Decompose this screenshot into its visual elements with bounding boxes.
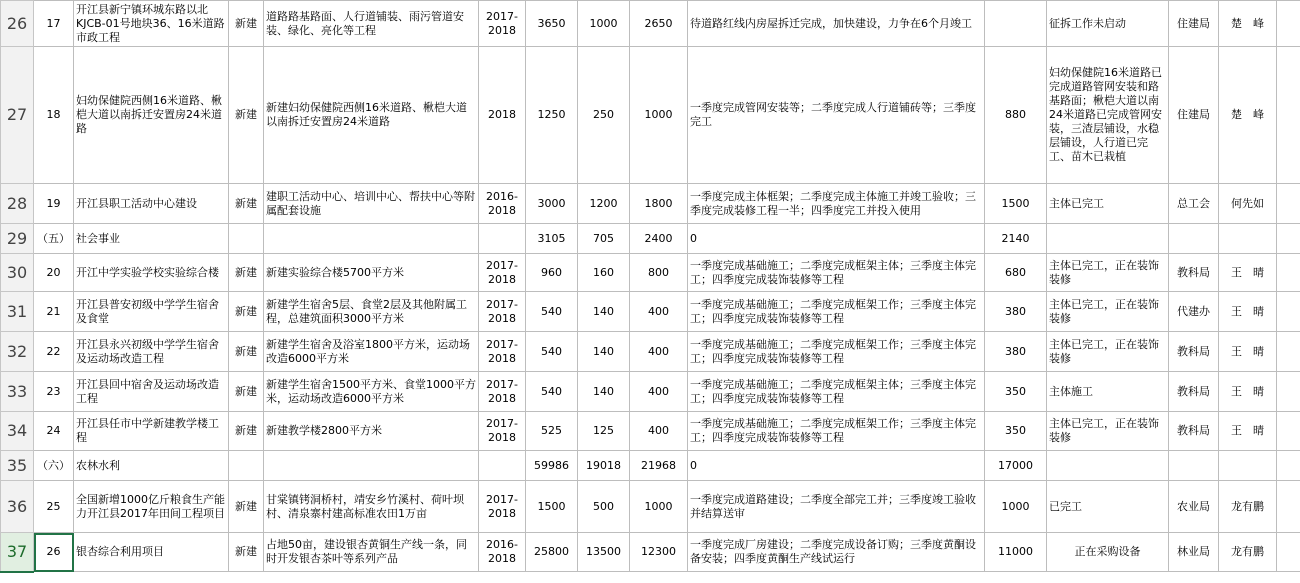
cell-no[interactable]: 24: [34, 412, 74, 451]
cell-no[interactable]: 26: [34, 533, 74, 572]
cell-done-value[interactable]: 350: [985, 372, 1047, 412]
cell-quarter-plan[interactable]: 一季度完成厂房建设；二季度完成设备订购；三季度黄酮设备安装；四季度黄酮生产线试运行: [688, 533, 985, 572]
cell-done-value[interactable]: 11000: [985, 533, 1047, 572]
cell-completed-investment[interactable]: 500: [578, 481, 630, 533]
table-row: [1, 254, 1300, 292]
cell-empty[interactable]: [1277, 451, 1300, 481]
cell-unit[interactable]: 住建局: [1169, 47, 1219, 184]
cell-period[interactable]: 2017-2018: [479, 332, 526, 372]
cell-project-name[interactable]: 农林水利: [74, 451, 229, 481]
cell-completed-investment[interactable]: 140: [578, 372, 630, 412]
cell-period[interactable]: 2017-2018: [479, 1, 526, 47]
table-row: [1, 292, 1300, 332]
table-row: [1, 184, 1300, 224]
cell-project-name[interactable]: 全国新增1000亿斤粮食生产能力开江县2017年田间工程项目: [74, 481, 229, 533]
cell-done-value[interactable]: 1000: [985, 481, 1047, 533]
cell-quarter-plan[interactable]: 一季度完成主体框架；二季度完成主体施工并竣工验收；三季度完成装修工程一半；四季度完工并投入使用: [688, 184, 985, 224]
cell-quarter-plan[interactable]: 待道路红线内房屋拆迁完成，加快建设，力争在6个月竣工: [688, 1, 985, 47]
table-row: [1, 224, 1300, 254]
row-header[interactable]: 34: [1, 412, 34, 451]
cell-empty[interactable]: [1277, 533, 1300, 572]
cell-total-investment[interactable]: 525: [526, 412, 578, 451]
cell-quarter-plan[interactable]: 一季度完成道路建设；二季度全部完工并；三季度竣工验收并结算送审: [688, 481, 985, 533]
cell-completed-investment[interactable]: 13500: [578, 533, 630, 572]
cell-no[interactable]: 23: [34, 372, 74, 412]
cell-total-investment[interactable]: 960: [526, 254, 578, 292]
cell-quarter-plan[interactable]: 一季度完成基础施工；二季度完成框架工作；三季度主体完工；四季度完成装饰装修等工程: [688, 332, 985, 372]
cell-done-value[interactable]: 380: [985, 292, 1047, 332]
cell-empty[interactable]: [1277, 372, 1300, 412]
cell-leader[interactable]: 楚 峰: [1219, 1, 1277, 47]
cell-build-type[interactable]: 新建: [229, 481, 264, 533]
cell-project-name[interactable]: 开江县普安初级中学学生宿舍及食堂: [74, 292, 229, 332]
cell-content[interactable]: [264, 224, 479, 254]
row-header[interactable]: 32: [1, 332, 34, 372]
cell-progress[interactable]: [1047, 451, 1169, 481]
cell-content[interactable]: 建职工活动中心、培训中心、帮扶中心等附属配套设施: [264, 184, 479, 224]
cell-no[interactable]: 22: [34, 332, 74, 372]
cell-project-name[interactable]: 开江中学实验学校实验综合楼: [74, 254, 229, 292]
cell-build-type[interactable]: 新建: [229, 332, 264, 372]
cell-project-name[interactable]: 开江县永兴初级中学学生宿舍及运动场改造工程: [74, 332, 229, 372]
row-header[interactable]: 31: [1, 292, 34, 332]
cell-build-type[interactable]: 新建: [229, 533, 264, 572]
cell-plan-investment[interactable]: 1000: [630, 47, 688, 184]
cell-progress[interactable]: 主体已完工，正在装饰装修: [1047, 332, 1169, 372]
cell-content[interactable]: 新建学生宿舍1500平方米、食堂1000平方米，运动场改造6000平方米: [264, 372, 479, 412]
table-row: [1, 1, 1300, 47]
table-row: [1, 451, 1300, 481]
cell-progress[interactable]: [1047, 224, 1169, 254]
cell-total-investment[interactable]: 3105: [526, 224, 578, 254]
cell-unit[interactable]: 住建局: [1169, 1, 1219, 47]
table-row: [1, 533, 1300, 572]
table-row: [1, 481, 1300, 533]
cell-total-investment[interactable]: 3000: [526, 184, 578, 224]
cell-empty[interactable]: [1277, 224, 1300, 254]
row-header[interactable]: 37: [1, 533, 34, 572]
cell-no[interactable]: 20: [34, 254, 74, 292]
cell-quarter-plan[interactable]: 0: [688, 224, 985, 254]
cell-build-type[interactable]: 新建: [229, 372, 264, 412]
cell-empty[interactable]: [1277, 47, 1300, 184]
table-row: [1, 47, 1300, 184]
cell-content[interactable]: 新建实验综合楼5700平方米: [264, 254, 479, 292]
row-header[interactable]: 28: [1, 184, 34, 224]
cell-quarter-plan[interactable]: 一季度完成管网安装等；二季度完成人行道铺砖等；三季度完工: [688, 47, 985, 184]
cell-build-type[interactable]: 新建: [229, 184, 264, 224]
cell-leader[interactable]: 何先如: [1219, 184, 1277, 224]
cell-done-value[interactable]: 680: [985, 254, 1047, 292]
cell-leader[interactable]: 王 晴: [1219, 254, 1277, 292]
cell-plan-investment[interactable]: 2650: [630, 1, 688, 47]
cell-empty[interactable]: [1277, 1, 1300, 47]
cell-completed-investment[interactable]: 1200: [578, 184, 630, 224]
cell-completed-investment[interactable]: 140: [578, 332, 630, 372]
cell-project-name[interactable]: 社会事业: [74, 224, 229, 254]
cell-plan-investment[interactable]: 400: [630, 332, 688, 372]
cell-leader[interactable]: 龙有鹏: [1219, 481, 1277, 533]
cell-leader[interactable]: 王 晴: [1219, 332, 1277, 372]
cell-leader[interactable]: [1219, 224, 1277, 254]
cell-empty[interactable]: [1277, 184, 1300, 224]
cell-project-name[interactable]: 开江县回中宿舍及运动场改造工程: [74, 372, 229, 412]
row-header[interactable]: 27: [1, 47, 34, 184]
cell-total-investment[interactable]: 1500: [526, 481, 578, 533]
cell-plan-investment[interactable]: 400: [630, 292, 688, 332]
cell-empty[interactable]: [1277, 332, 1300, 372]
cell-completed-investment[interactable]: 1000: [578, 1, 630, 47]
cell-progress[interactable]: 正在采购设备: [1047, 533, 1169, 572]
cell-done-value[interactable]: [985, 1, 1047, 47]
cell-progress[interactable]: 主体已完工，正在装饰装修: [1047, 412, 1169, 451]
cell-quarter-plan[interactable]: 0: [688, 451, 985, 481]
cell-plan-investment[interactable]: 400: [630, 412, 688, 451]
cell-progress[interactable]: 主体已完工，正在装饰装修: [1047, 292, 1169, 332]
cell-empty[interactable]: [1277, 292, 1300, 332]
cell-content[interactable]: 新建教学楼2800平方米: [264, 412, 479, 451]
table-row: [1, 332, 1300, 372]
cell-done-value[interactable]: 17000: [985, 451, 1047, 481]
cell-project-name[interactable]: 开江县新宁镇环城东路以北KJCB-01号地块36、16米道路市政工程: [74, 1, 229, 47]
cell-period[interactable]: 2017-2018: [479, 292, 526, 332]
cell-no[interactable]: 21: [34, 292, 74, 332]
row-header[interactable]: 29: [1, 224, 34, 254]
cell-project-name[interactable]: 开江县职工活动中心建设: [74, 184, 229, 224]
cell-done-value[interactable]: 2140: [985, 224, 1047, 254]
cell-build-type[interactable]: 新建: [229, 254, 264, 292]
cell-content[interactable]: 新建学生宿舍5层、食堂2层及其他附属工程，总建筑面积3000平方米: [264, 292, 479, 332]
cell-progress[interactable]: 主体施工: [1047, 372, 1169, 412]
cell-completed-investment[interactable]: 140: [578, 292, 630, 332]
cell-empty[interactable]: [1277, 254, 1300, 292]
cell-plan-investment[interactable]: 800: [630, 254, 688, 292]
cell-done-value[interactable]: 350: [985, 412, 1047, 451]
cell-unit[interactable]: 总工会: [1169, 184, 1219, 224]
cell-build-type[interactable]: 新建: [229, 412, 264, 451]
row-header[interactable]: 26: [1, 1, 34, 47]
cell-period[interactable]: 2016-2018: [479, 184, 526, 224]
cell-project-name[interactable]: 开江县任市中学新建教学楼工程: [74, 412, 229, 451]
cell-unit[interactable]: 教科局: [1169, 254, 1219, 292]
cell-period[interactable]: [479, 224, 526, 254]
cell-progress[interactable]: 主体已完工: [1047, 184, 1169, 224]
cell-total-investment[interactable]: 25800: [526, 533, 578, 572]
cell-project-name[interactable]: 妇幼保健院西侧16米道路、楸桤大道以南拆迁安置房24米道路: [74, 47, 229, 184]
cell-plan-investment[interactable]: 400: [630, 372, 688, 412]
cell-build-type[interactable]: 新建: [229, 1, 264, 47]
row-header[interactable]: 35: [1, 451, 34, 481]
cell-unit[interactable]: [1169, 451, 1219, 481]
row-header[interactable]: 30: [1, 254, 34, 292]
table-row: [1, 412, 1300, 451]
cell-leader[interactable]: 王 晴: [1219, 372, 1277, 412]
cell-completed-investment[interactable]: 160: [578, 254, 630, 292]
cell-plan-investment[interactable]: 12300: [630, 533, 688, 572]
cell-quarter-plan[interactable]: 一季度完成基础施工；二季度完成框架工作；三季度主体完工；四季度完成装饰装修等工程: [688, 292, 985, 332]
cell-no[interactable]: 19: [34, 184, 74, 224]
cell-no[interactable]: 25: [34, 481, 74, 533]
cell-completed-investment[interactable]: 250: [578, 47, 630, 184]
cell-period[interactable]: 2017-2018: [479, 254, 526, 292]
cell-content[interactable]: [264, 451, 479, 481]
cell-done-value[interactable]: 880: [985, 47, 1047, 184]
cell-quarter-plan[interactable]: 一季度完成基础施工；二季度完成框架主体；三季度主体完工；四季度完成装饰装修等工程: [688, 372, 985, 412]
cell-progress[interactable]: 征拆工作未启动: [1047, 1, 1169, 47]
cell-progress[interactable]: 妇幼保健院16米道路已完成道路管网安装和路基路面；楸桤大道以南24米道路已完成管网安装，三渣层铺设，水稳层铺设，人行道已完工、苗木已栽植: [1047, 47, 1169, 184]
cell-unit[interactable]: 教科局: [1169, 412, 1219, 451]
cell-build-type[interactable]: [229, 451, 264, 481]
cell-completed-investment[interactable]: 705: [578, 224, 630, 254]
cell-unit[interactable]: 教科局: [1169, 332, 1219, 372]
cell-no[interactable]: 18: [34, 47, 74, 184]
cell-total-investment[interactable]: 540: [526, 292, 578, 332]
cell-done-value[interactable]: 380: [985, 332, 1047, 372]
cell-progress[interactable]: 主体已完工，正在装饰装修: [1047, 254, 1169, 292]
cell-leader[interactable]: [1219, 451, 1277, 481]
cell-project-name[interactable]: 银杏综合利用项目: [74, 533, 229, 572]
cell-progress[interactable]: 已完工: [1047, 481, 1169, 533]
cell-leader[interactable]: 楚 峰: [1219, 47, 1277, 184]
cell-total-investment[interactable]: 59986: [526, 451, 578, 481]
cell-content[interactable]: 占地50亩，建设银杏黄铜生产线一条，同时开发银杏茶叶等系列产品: [264, 533, 479, 572]
cell-no[interactable]: （五）: [34, 224, 74, 254]
row-header[interactable]: 36: [1, 481, 34, 533]
cell-done-value[interactable]: 1500: [985, 184, 1047, 224]
cell-total-investment[interactable]: 1250: [526, 47, 578, 184]
cell-content[interactable]: 新建学生宿舍及浴室1800平方米，运动场改造6000平方米: [264, 332, 479, 372]
row-header[interactable]: 33: [1, 372, 34, 412]
cell-period[interactable]: 2017-2018: [479, 412, 526, 451]
cell-unit[interactable]: 代建办: [1169, 292, 1219, 332]
cell-quarter-plan[interactable]: 一季度完成基础施工；二季度完成框架主体；三季度主体完工；四季度完成装饰装修等工程: [688, 254, 985, 292]
cell-period[interactable]: 2017-2018: [479, 481, 526, 533]
cell-leader[interactable]: 王 晴: [1219, 292, 1277, 332]
cell-unit[interactable]: [1169, 224, 1219, 254]
cell-completed-investment[interactable]: 19018: [578, 451, 630, 481]
cell-plan-investment[interactable]: 1800: [630, 184, 688, 224]
cell-leader[interactable]: 王 晴: [1219, 412, 1277, 451]
cell-empty[interactable]: [1277, 481, 1300, 533]
cell-no[interactable]: （六）: [34, 451, 74, 481]
cell-unit[interactable]: 农业局: [1169, 481, 1219, 533]
cell-quarter-plan[interactable]: 一季度完成基础施工；二季度完成框架工作；三季度主体完工；四季度完成装饰装修等工程: [688, 412, 985, 451]
cell-empty[interactable]: [1277, 412, 1300, 451]
table-row: [1, 372, 1300, 412]
cell-plan-investment[interactable]: 2400: [630, 224, 688, 254]
cell-plan-investment[interactable]: 1000: [630, 481, 688, 533]
cell-no[interactable]: 17: [34, 1, 74, 47]
cell-build-type[interactable]: [229, 224, 264, 254]
cell-period[interactable]: [479, 451, 526, 481]
cell-period[interactable]: 2018: [479, 47, 526, 184]
cell-unit[interactable]: 林业局: [1169, 533, 1219, 572]
cell-total-investment[interactable]: 540: [526, 332, 578, 372]
cell-period[interactable]: 2017-2018: [479, 372, 526, 412]
cell-unit[interactable]: 教科局: [1169, 372, 1219, 412]
cell-content[interactable]: 道路路基路面、人行道铺装、雨污管道安装、绿化、亮化等工程: [264, 1, 479, 47]
cell-leader[interactable]: 龙有鹏: [1219, 533, 1277, 572]
cell-build-type[interactable]: 新建: [229, 47, 264, 184]
cell-content[interactable]: 新建妇幼保健院西侧16米道路、楸桤大道以南拆迁安置房24米道路: [264, 47, 479, 184]
cell-build-type[interactable]: 新建: [229, 292, 264, 332]
cell-content[interactable]: 甘棠镇铐洞桥村，靖安乡竹溪村、荷叶坝村、清泉寨村建高标准农田1万亩: [264, 481, 479, 533]
cell-period[interactable]: 2016-2018: [479, 533, 526, 572]
cell-plan-investment[interactable]: 21968: [630, 451, 688, 481]
cell-completed-investment[interactable]: 125: [578, 412, 630, 451]
cell-total-investment[interactable]: 3650: [526, 1, 578, 47]
cell-total-investment[interactable]: 540: [526, 372, 578, 412]
